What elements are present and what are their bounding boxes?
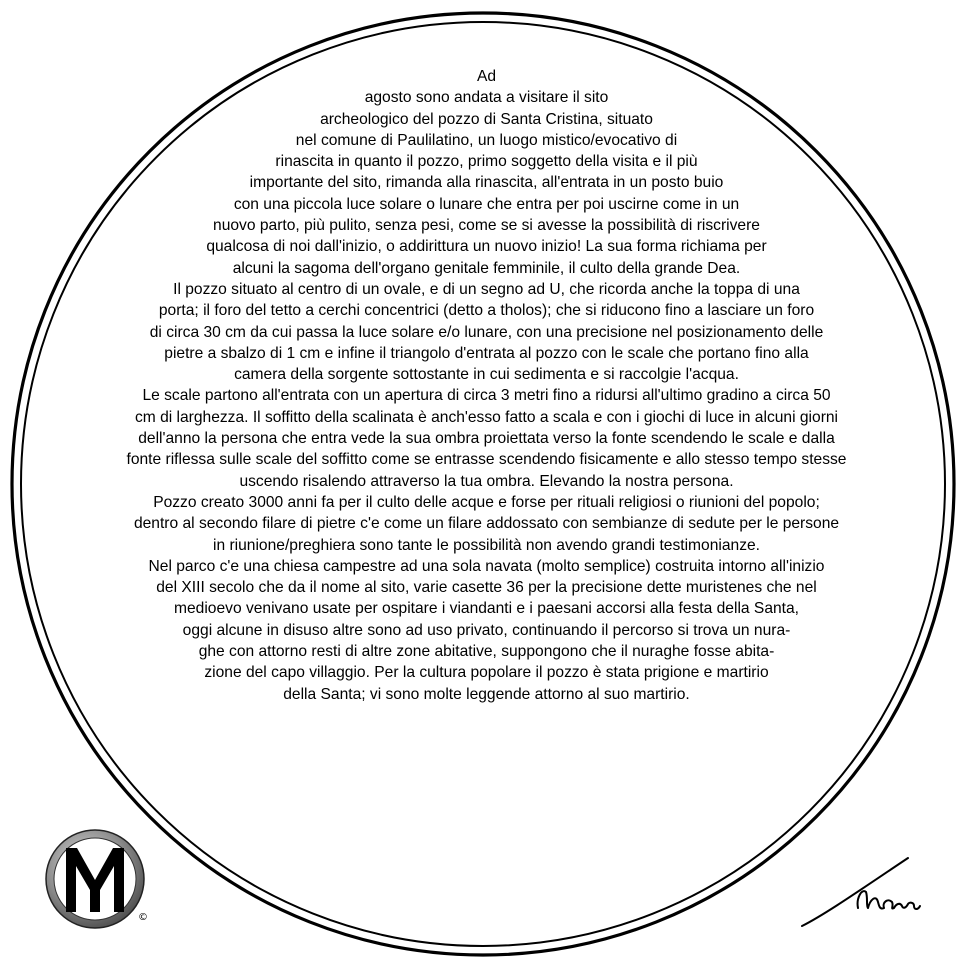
text-line: nel comune di Paulilatino, un luogo mistico/evocativo di [295, 131, 678, 149]
text-line: medioevo venivano usate per ospitare i viandanti e i paesani accorsi alla festa della Santa, [174, 600, 799, 618]
text-line: in riunione/preghiera sono tante le possibilità non avendo grandi testimonianze. [212, 536, 760, 554]
text-line: agosto sono andata a visitare il sito [364, 89, 609, 107]
text-line: zione del capo villaggio. Per la cultura popolare il pozzo è stata prigione e martirio [204, 664, 769, 682]
text-line: fonte riflessa sulle scale del soffitto come se entrasse scendendo fisicamente e allo stesso tempo stesse [126, 451, 847, 469]
text-line: Pozzo creato 3000 anni fa per il culto delle acque e forse per rituali religiosi o riunioni del popolo; [153, 493, 820, 511]
essay-text [0, 66, 973, 705]
text-line: nuovo parto, più pulito, senza pesi, come se si avesse la possibilità di riscrivere [213, 217, 760, 235]
text-line: Il pozzo situato al centro di un ovale, e di un segno ad U, che ricorda anche la toppa di una [173, 280, 800, 298]
text-line: Le scale partono all'entrata con un apertura di circa 3 metri fino a ridursi all'ultimo gradino a circa 50 [142, 387, 831, 405]
text-line: cm di larghezza. Il soffitto della scalinata è anch'esso fatto a scala e con i giochi di luce in alcuni giorni [134, 408, 839, 426]
text-line: Nel parco c'e una chiesa campestre ad una sola navata (molto semplice) costruita intorno all'inizio [148, 557, 825, 575]
text-line: rinascita in quanto il pozzo, primo soggetto della visita e il più [275, 153, 698, 171]
text-line: porta; il foro del tetto a cerchi concentrici (detto a tholos); che si riducono fino a lasciare un foro [158, 302, 815, 320]
text-line: importante del sito, rimanda alla rinascita, all'entrata in un posto buio [249, 174, 724, 192]
text-line: oggi alcune in disuso altre sono ad uso privato, continuando il percorso si trova un nura- [182, 621, 791, 639]
copyright-mark: © [138, 912, 148, 923]
text-line: del XIII secolo che da il nome al sito, varie casette 36 per la precisione dette muristenes che nel [156, 579, 817, 597]
text-line: di circa 30 cm da cui passa la luce solare e/o lunare, con una precisione nel posizionamento delle [149, 323, 824, 341]
text-line: della Santa; vi sono molte leggende attorno al suo martirio. [283, 685, 690, 703]
text-line: camera della sorgente sottostante in cui sedimenta e si raccolgie l'acqua. [234, 366, 739, 384]
text-line: Ad [476, 68, 497, 85]
text-line: qualcosa di noi dall'inizio, o addirittura un nuovo inizio! La sua forma richiama per [206, 238, 767, 256]
text-line: ghe con attorno resti di altre zone abitative, suppongono che il nuraghe fosse abita- [198, 643, 775, 661]
text-line: alcuni la sagoma dell'organo genitale femminile, il culto della grande Dea. [232, 259, 741, 277]
text-line: con una piccola luce solare o lunare che entra per poi uscirne come in un [233, 195, 740, 213]
text-line: dell'anno la persona che entra vede la sua ombra proiettata verso la fonte scendendo le scale e dalla [138, 430, 835, 448]
text-line: dentro al secondo filare di pietre c'e come un filare addossato con sembianze di sedute per le persone [133, 515, 840, 533]
handwritten-signature [796, 852, 926, 932]
text-line: archeologico del pozzo di Santa Cristina, situato [320, 110, 653, 128]
text-line: pietre a sbalzo di 1 cm e infine il triangolo d'entrata al pozzo con le scale che portano fino alla [164, 344, 809, 362]
text-line: uscendo risalendo attraverso la tua ombra. Elevando la nostra persona. [239, 472, 734, 490]
my-monogram-logo [44, 828, 146, 930]
